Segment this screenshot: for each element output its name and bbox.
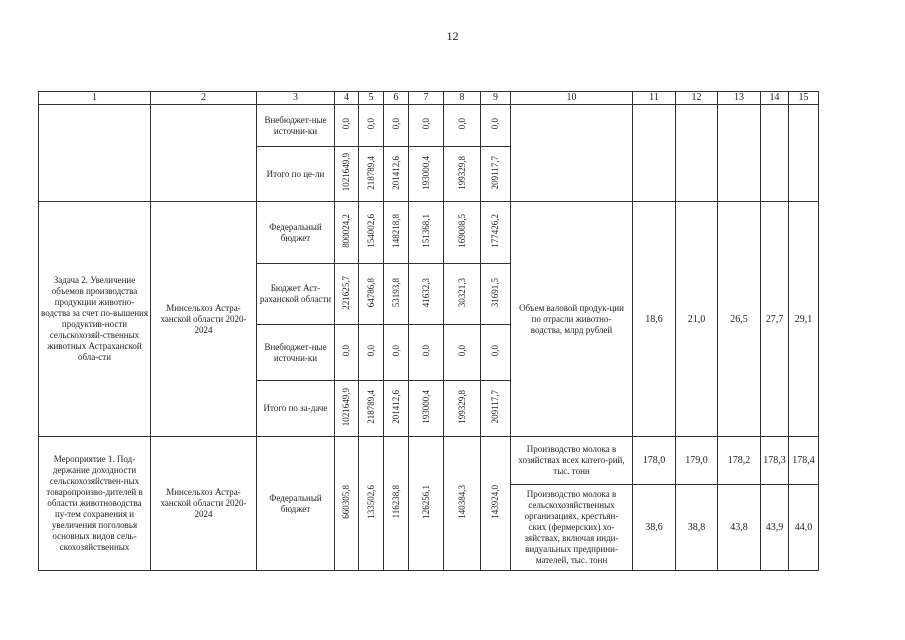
value-cell: [444, 264, 481, 325]
value-cell: [359, 325, 384, 381]
table-row: [39, 105, 819, 147]
funding-source-cell: [257, 325, 335, 381]
value-text: 41632,3: [420, 277, 431, 308]
value-text: 0,0: [365, 118, 376, 130]
header-cell: 15: [789, 92, 819, 105]
target-cell: 38,8: [676, 485, 718, 571]
value-text: 0,0: [390, 118, 401, 130]
value-text: 193000,4: [420, 390, 431, 424]
target-cell: 178,2: [718, 437, 761, 485]
value-cell: [359, 202, 384, 264]
value-text: 126256,1: [420, 485, 431, 519]
header-cell: 7: [409, 92, 444, 105]
value-text: 218789,4: [365, 390, 376, 424]
funding-source-cell: [257, 202, 335, 264]
value-text: 140384,3: [456, 485, 467, 519]
value-text: 0,0: [490, 345, 500, 357]
table-row: [39, 202, 819, 264]
value-cell: [444, 202, 481, 264]
header-cell: 8: [444, 92, 481, 105]
measure-text: Мероприятие 1. Под-держание доходности сельскохозяйствен-ных товаропроизво-дителей в области животноводства пу-тем сохранения и увеличения поголовья основных видов сель-скохозяйственных: [46, 454, 143, 552]
target-cell: 43,9: [761, 485, 789, 571]
value-cell: [409, 437, 444, 571]
value-text: 0,0: [341, 345, 351, 357]
indicator-text: Производство молока в хозяйствах всех катего-рий, тыс. тонн: [518, 444, 625, 476]
value-text: 143924,0: [490, 485, 500, 519]
value-text: 201412,6: [390, 155, 401, 190]
header-cell: 10: [511, 92, 633, 105]
value-text: 133502,6: [365, 485, 376, 519]
target-cell: 44,0: [789, 485, 819, 571]
target-cell: 179,0: [676, 437, 718, 485]
value-text: 151368,1: [420, 214, 431, 248]
target-cell: 178,0: [633, 437, 676, 485]
value-cell: [384, 381, 409, 437]
header-cell: 9: [481, 92, 511, 105]
header-cell: 2: [151, 92, 257, 105]
value-text: 30321,3: [456, 277, 467, 308]
value-text: 0,0: [365, 345, 376, 357]
target-cell: 178,3: [761, 437, 789, 485]
executor-cell-empty: [151, 105, 257, 202]
value-text: 0,0: [341, 118, 351, 130]
value-cell: [335, 325, 359, 381]
measure-cell: [39, 437, 151, 571]
value-cell: [444, 147, 481, 202]
value-cell: [409, 264, 444, 325]
value-cell: [444, 325, 481, 381]
value-text: 193000,4: [420, 155, 431, 190]
value-cell: [409, 202, 444, 264]
header-cell: 13: [718, 92, 761, 105]
value-text: 0,0: [456, 345, 467, 357]
value-text: 0,0: [390, 345, 401, 357]
value-text: 0,0: [456, 118, 467, 130]
value-cell: [335, 437, 359, 571]
funding-source-cell: [257, 264, 335, 325]
value-cell: [481, 147, 511, 202]
executor-text: Минсельхоз Астра-ханской области 2020-2024: [160, 487, 247, 519]
value-text: 199329,8: [456, 155, 467, 190]
value-cell: [359, 381, 384, 437]
value-cell: [384, 202, 409, 264]
value-cell: [384, 325, 409, 381]
value-text: 169008,5: [456, 214, 467, 248]
value-cell: [359, 147, 384, 202]
value-cell: [444, 105, 481, 147]
value-cell: [481, 105, 511, 147]
value-text: 209117,7: [490, 155, 500, 190]
executor-cell: [151, 437, 257, 571]
funding-source-cell: [257, 105, 335, 147]
header-cell: 12: [676, 92, 718, 105]
value-text: 800024,2: [341, 214, 351, 248]
value-cell: [335, 105, 359, 147]
target-cell: 18,6: [633, 202, 676, 437]
target-cell: 26,5: [718, 202, 761, 437]
header-cell: 14: [761, 92, 789, 105]
funding-source-cell: [257, 437, 335, 571]
value-cell: [335, 147, 359, 202]
funding-source-text: Федеральный бюджет: [269, 492, 322, 514]
value-text: 53193,8: [390, 277, 401, 308]
value-cell: [384, 147, 409, 202]
value-cell: [335, 202, 359, 264]
value-cell: [444, 381, 481, 437]
task-cell: [39, 202, 151, 437]
header-cell: 3: [257, 92, 335, 105]
funding-source-cell: [257, 381, 335, 437]
target-cell: 178,4: [789, 437, 819, 485]
value-text: 148218,8: [390, 214, 401, 248]
target-cell: 29,1: [789, 202, 819, 437]
funding-source-text: Итого по це-ли: [266, 168, 325, 179]
target-cell-empty: [633, 105, 676, 202]
value-text: 1021649,9: [341, 153, 351, 192]
value-cell: [384, 264, 409, 325]
target-cell: 27,7: [761, 202, 789, 437]
target-cell-empty: [718, 105, 761, 202]
value-text: 177426,2: [490, 214, 500, 248]
value-cell: [409, 147, 444, 202]
funding-source-text: Федеральный бюджет: [269, 221, 322, 243]
value-text: 64786,8: [365, 277, 376, 308]
indicator-cell: [511, 485, 633, 571]
value-text: 0,0: [420, 118, 431, 130]
funding-source-text: Итого по за-даче: [263, 403, 328, 413]
target-cell: 43,8: [718, 485, 761, 571]
value-cell: [444, 437, 481, 571]
value-cell: [335, 381, 359, 437]
program-table: [38, 91, 819, 571]
value-text: 660305,8: [341, 485, 351, 519]
value-cell: [335, 264, 359, 325]
value-cell: [481, 381, 511, 437]
funding-source-text: Бюджет Аст-раханской области: [259, 283, 332, 304]
page-number: 12: [446, 29, 459, 43]
value-text: 116238,8: [390, 485, 401, 519]
value-text: 221625,7: [341, 275, 351, 310]
value-text: 201412,6: [390, 390, 401, 424]
value-cell: [359, 105, 384, 147]
header-cell: 11: [633, 92, 676, 105]
target-cell: 38,6: [633, 485, 676, 571]
indicator-text: Производство молока в сельскохозяйственных организациях, крестьян-ских (фермерских) хо-зяйствах, включая инди-видуальных предприни-мателей, тыс. тонн: [524, 489, 619, 565]
header-cell: 4: [335, 92, 359, 105]
value-text: 154002,6: [365, 214, 376, 248]
value-cell: [481, 437, 511, 571]
value-cell: [481, 325, 511, 381]
indicator-text: Объем валовой продук-ции по отрасли животно-водства, млрд рублей: [519, 302, 624, 335]
funding-source-text: Внебюджет-ные источни-ки: [264, 114, 327, 136]
value-text: 0,0: [420, 345, 431, 357]
header-row: [39, 92, 819, 105]
value-cell: [481, 202, 511, 264]
value-text: 218789,4: [365, 155, 376, 190]
target-cell-empty: [676, 105, 718, 202]
value-cell: [359, 264, 384, 325]
value-cell: [384, 105, 409, 147]
target-cell: 21,0: [676, 202, 718, 437]
table-row: [39, 437, 819, 485]
header-cell: 6: [384, 92, 409, 105]
value-cell: [409, 325, 444, 381]
target-cell-empty: [789, 105, 819, 202]
value-text: 31691,5: [490, 277, 500, 308]
task-text: Задача 2. Увеличение объемов производства продукции животно-водства за счет по-вышения продуктив-ности сельскохозяй-ственных животных Астраханской обла-сти: [41, 275, 148, 362]
value-text: 1021649,9: [341, 387, 351, 427]
funding-source-cell: [257, 147, 335, 202]
header-cell: 5: [359, 92, 384, 105]
value-text: 199329,8: [456, 390, 467, 424]
task-cell-empty: [39, 105, 151, 202]
value-cell: [409, 105, 444, 147]
indicator-cell: [511, 437, 633, 485]
indicator-cell-empty: [511, 105, 633, 202]
header-cell: 1: [39, 92, 151, 105]
value-cell: [481, 264, 511, 325]
value-cell: [359, 437, 384, 571]
executor-cell: [151, 202, 257, 437]
indicator-cell: [511, 202, 633, 437]
executor-text: Минсельхоз Астра-ханской области 2020-2024: [160, 302, 247, 335]
value-cell: [409, 381, 444, 437]
value-text: 209117,7: [490, 390, 500, 424]
target-cell-empty: [761, 105, 789, 202]
funding-source-text: Внебюджет-ные источни-ки: [264, 341, 327, 363]
value-text: 0,0: [490, 118, 500, 130]
value-cell: [384, 437, 409, 571]
